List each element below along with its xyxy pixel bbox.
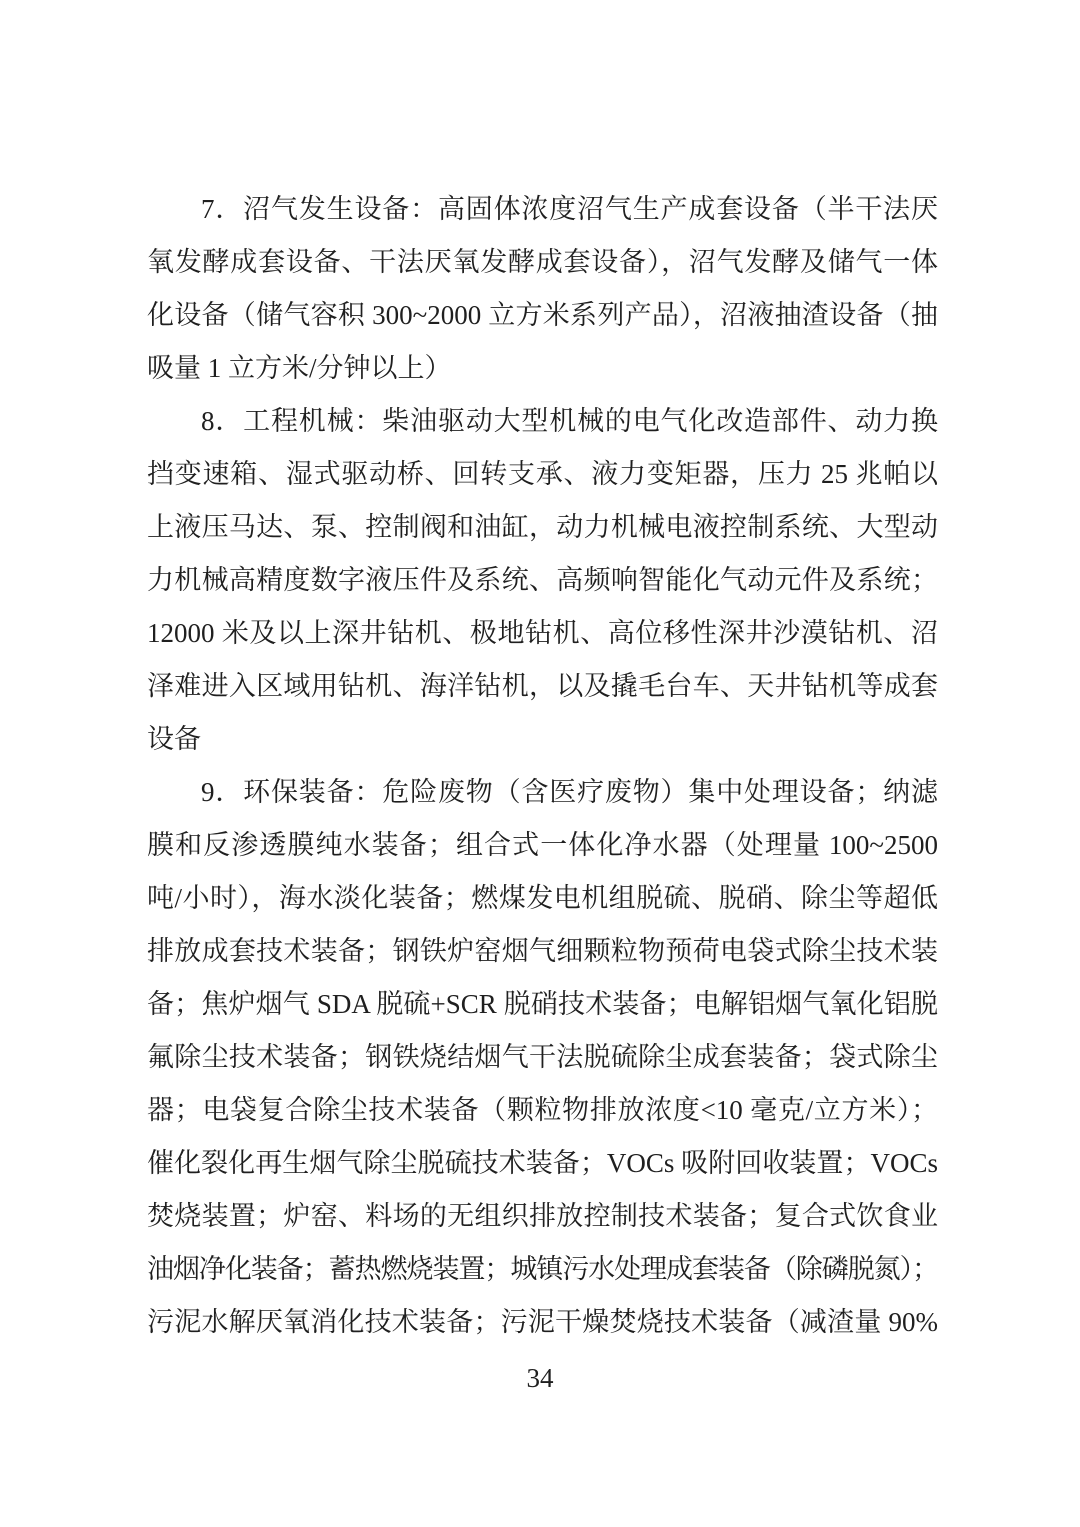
text-line: 吨/小时），海水淡化装备；燃煤发电机组脱硫、脱硝、除尘等超低 — [147, 883, 938, 913]
text-line: 9．环保装备：危险废物（含医疗废物）集中处理设备；纳滤 — [201, 777, 938, 807]
text-line: 氧发酵成套设备、干法厌氧发酵成套设备），沼气发酵及储气一体 — [147, 247, 938, 277]
text-line: 8．工程机械：柴油驱动大型机械的电气化改造部件、动力换 — [201, 406, 938, 436]
text-line: 泽难进入区域用钻机、海洋钻机，以及撬毛台车、天井钻机等成套 — [147, 671, 938, 701]
text-line: 吸量 1 立方米/分钟以上） — [147, 353, 452, 383]
text-line: 上液压马达、泵、控制阀和油缸，动力机械电液控制系统、大型动 — [147, 512, 938, 542]
text-line: 膜和反渗透膜纯水装备；组合式一体化净水器（处理量 100~2500 — [147, 830, 938, 860]
text-line: 催化裂化再生烟气除尘脱硫技术装备；VOCs 吸附回收装置；VOCs — [147, 1148, 938, 1178]
text-line: 力机械高精度数字液压件及系统、高频响智能化气动元件及系统； — [147, 565, 938, 595]
text-line: 油烟净化装备；蓄热燃烧装置；城镇污水处理成套装备（除磷脱氮）； — [147, 1254, 938, 1284]
text-line: 污泥水解厌氧消化技术装备；污泥干燥焚烧技术装备（减渣量 90% — [147, 1307, 938, 1337]
text-line: 7．沼气发生设备：高固体浓度沼气生产成套设备（半干法厌 — [201, 194, 938, 224]
body-text — [147, 183, 938, 1349]
text-line: 焚烧装置；炉窑、料场的无组织排放控制技术装备；复合式饮食业 — [147, 1201, 938, 1231]
text-line: 氟除尘技术装备；钢铁烧结烟气干法脱硫除尘成套装备；袋式除尘 — [147, 1042, 938, 1072]
text-line: 排放成套技术装备；钢铁炉窑烟气细颗粒物预荷电袋式除尘技术装 — [147, 936, 938, 966]
text-line: 器；电袋复合除尘技术装备（颗粒物排放浓度<10 毫克/立方米）； — [147, 1095, 938, 1125]
text-line: 备；焦炉烟气 SDA 脱硫+SCR 脱硝技术装备；电解铝烟气氧化铝脱 — [147, 989, 938, 1019]
text-line: 12000 米及以上深井钻机、极地钻机、高位移性深井沙漠钻机、沼 — [147, 618, 938, 648]
text-line: 化设备（储气容积 300~2000 立方米系列产品），沼液抽渣设备（抽 — [147, 300, 938, 330]
text-line: 设备 — [147, 724, 201, 754]
text-line: 挡变速箱、湿式驱动桥、回转支承、液力变矩器，压力 25 兆帕以 — [147, 459, 938, 489]
page-number: 34 — [526, 1363, 554, 1393]
